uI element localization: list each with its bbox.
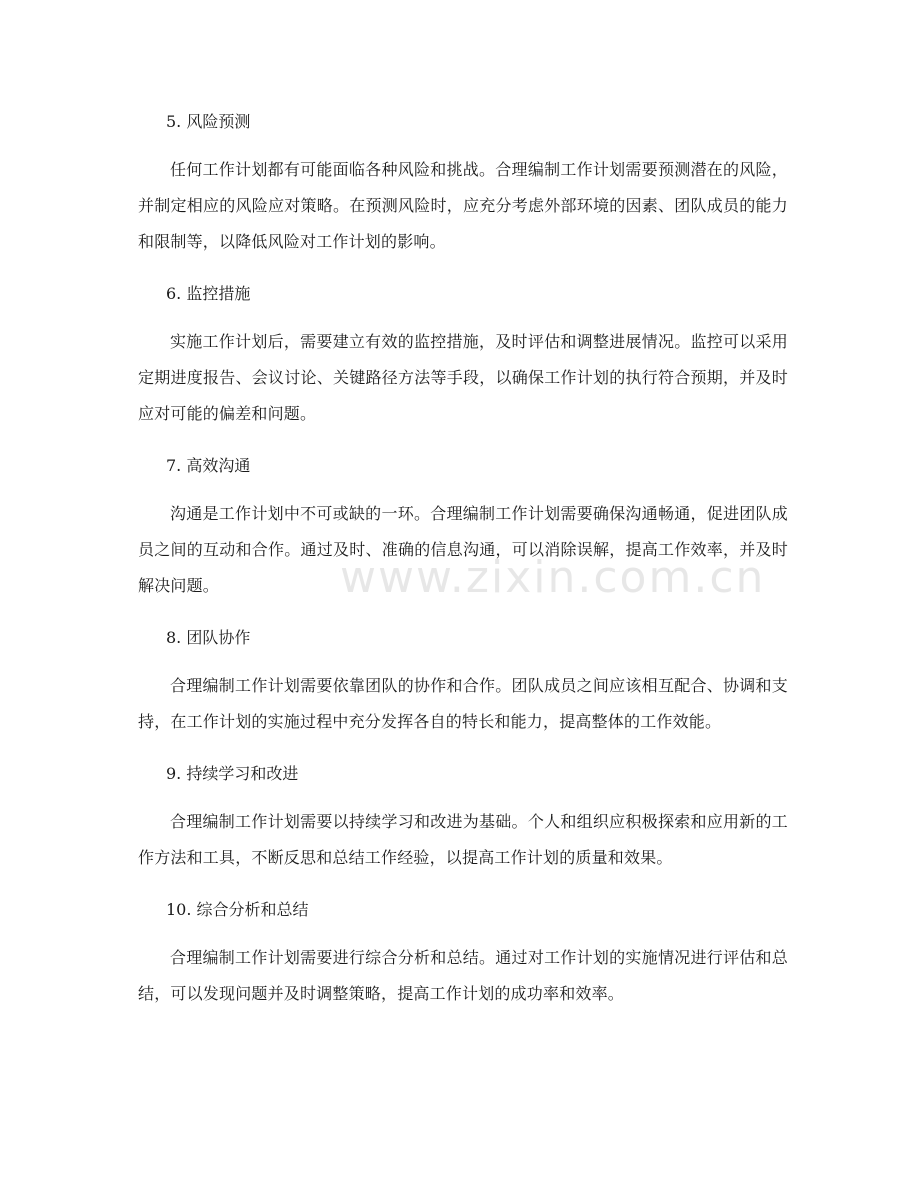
section-heading-analysis-summary: 10. 综合分析和总结	[166, 900, 309, 919]
section-body-continuous-learning: 合理编制工作计划需要以持续学习和改进为基础。个人和组织应积极探索和应用新的工作方法和工具，不断反思和总结工作经验，以提高工作计划的质量和效果。	[138, 812, 788, 867]
section-body-analysis-summary: 合理编制工作计划需要进行综合分析和总结。通过对工作计划的实施情况进行评估和总结，可以发现问题并及时调整策略，提高工作计划的成功率和效率。	[138, 948, 788, 1003]
section-body-monitoring: 实施工作计划后，需要建立有效的监控措施，及时评估和调整进展情况。监控可以采用定期进度报告、会议讨论、关键路径方法等手段，以确保工作计划的执行符合预期，并及时应对可能的偏差和问题。	[138, 332, 788, 423]
section-body-communication: 沟通是工作计划中不可或缺的一环。合理编制工作计划需要确保沟通畅通，促进团队成员之间的互动和合作。通过及时、准确的信息沟通，可以消除误解，提高工作效率，并及时解决问题。	[138, 504, 788, 595]
section-heading-continuous-learning: 9. 持续学习和改进	[166, 764, 299, 783]
section-body-risk-forecast: 任何工作计划都有可能面临各种风险和挑战。合理编制工作计划需要预测潜在的风险，并制定相应的风险应对策略。在预测风险时，应充分考虑外部环境的因素、团队成员的能力和限制等，以降低风险对工作计划的影响。	[138, 160, 788, 251]
section-body-teamwork: 合理编制工作计划需要依靠团队的协作和合作。团队成员之间应该相互配合、协调和支持，在工作计划的实施过程中充分发挥各自的特长和能力，提高整体的工作效能。	[138, 676, 788, 731]
document-content	[138, 104, 788, 1028]
section-heading-risk-forecast: 5. 风险预测	[166, 112, 251, 131]
section-heading-teamwork: 8. 团队协作	[166, 628, 251, 647]
section-heading-monitoring: 6. 监控措施	[166, 284, 251, 303]
watermark-text: www.zixin.com.cn	[340, 552, 766, 603]
section-heading-communication: 7. 高效沟通	[166, 456, 251, 475]
